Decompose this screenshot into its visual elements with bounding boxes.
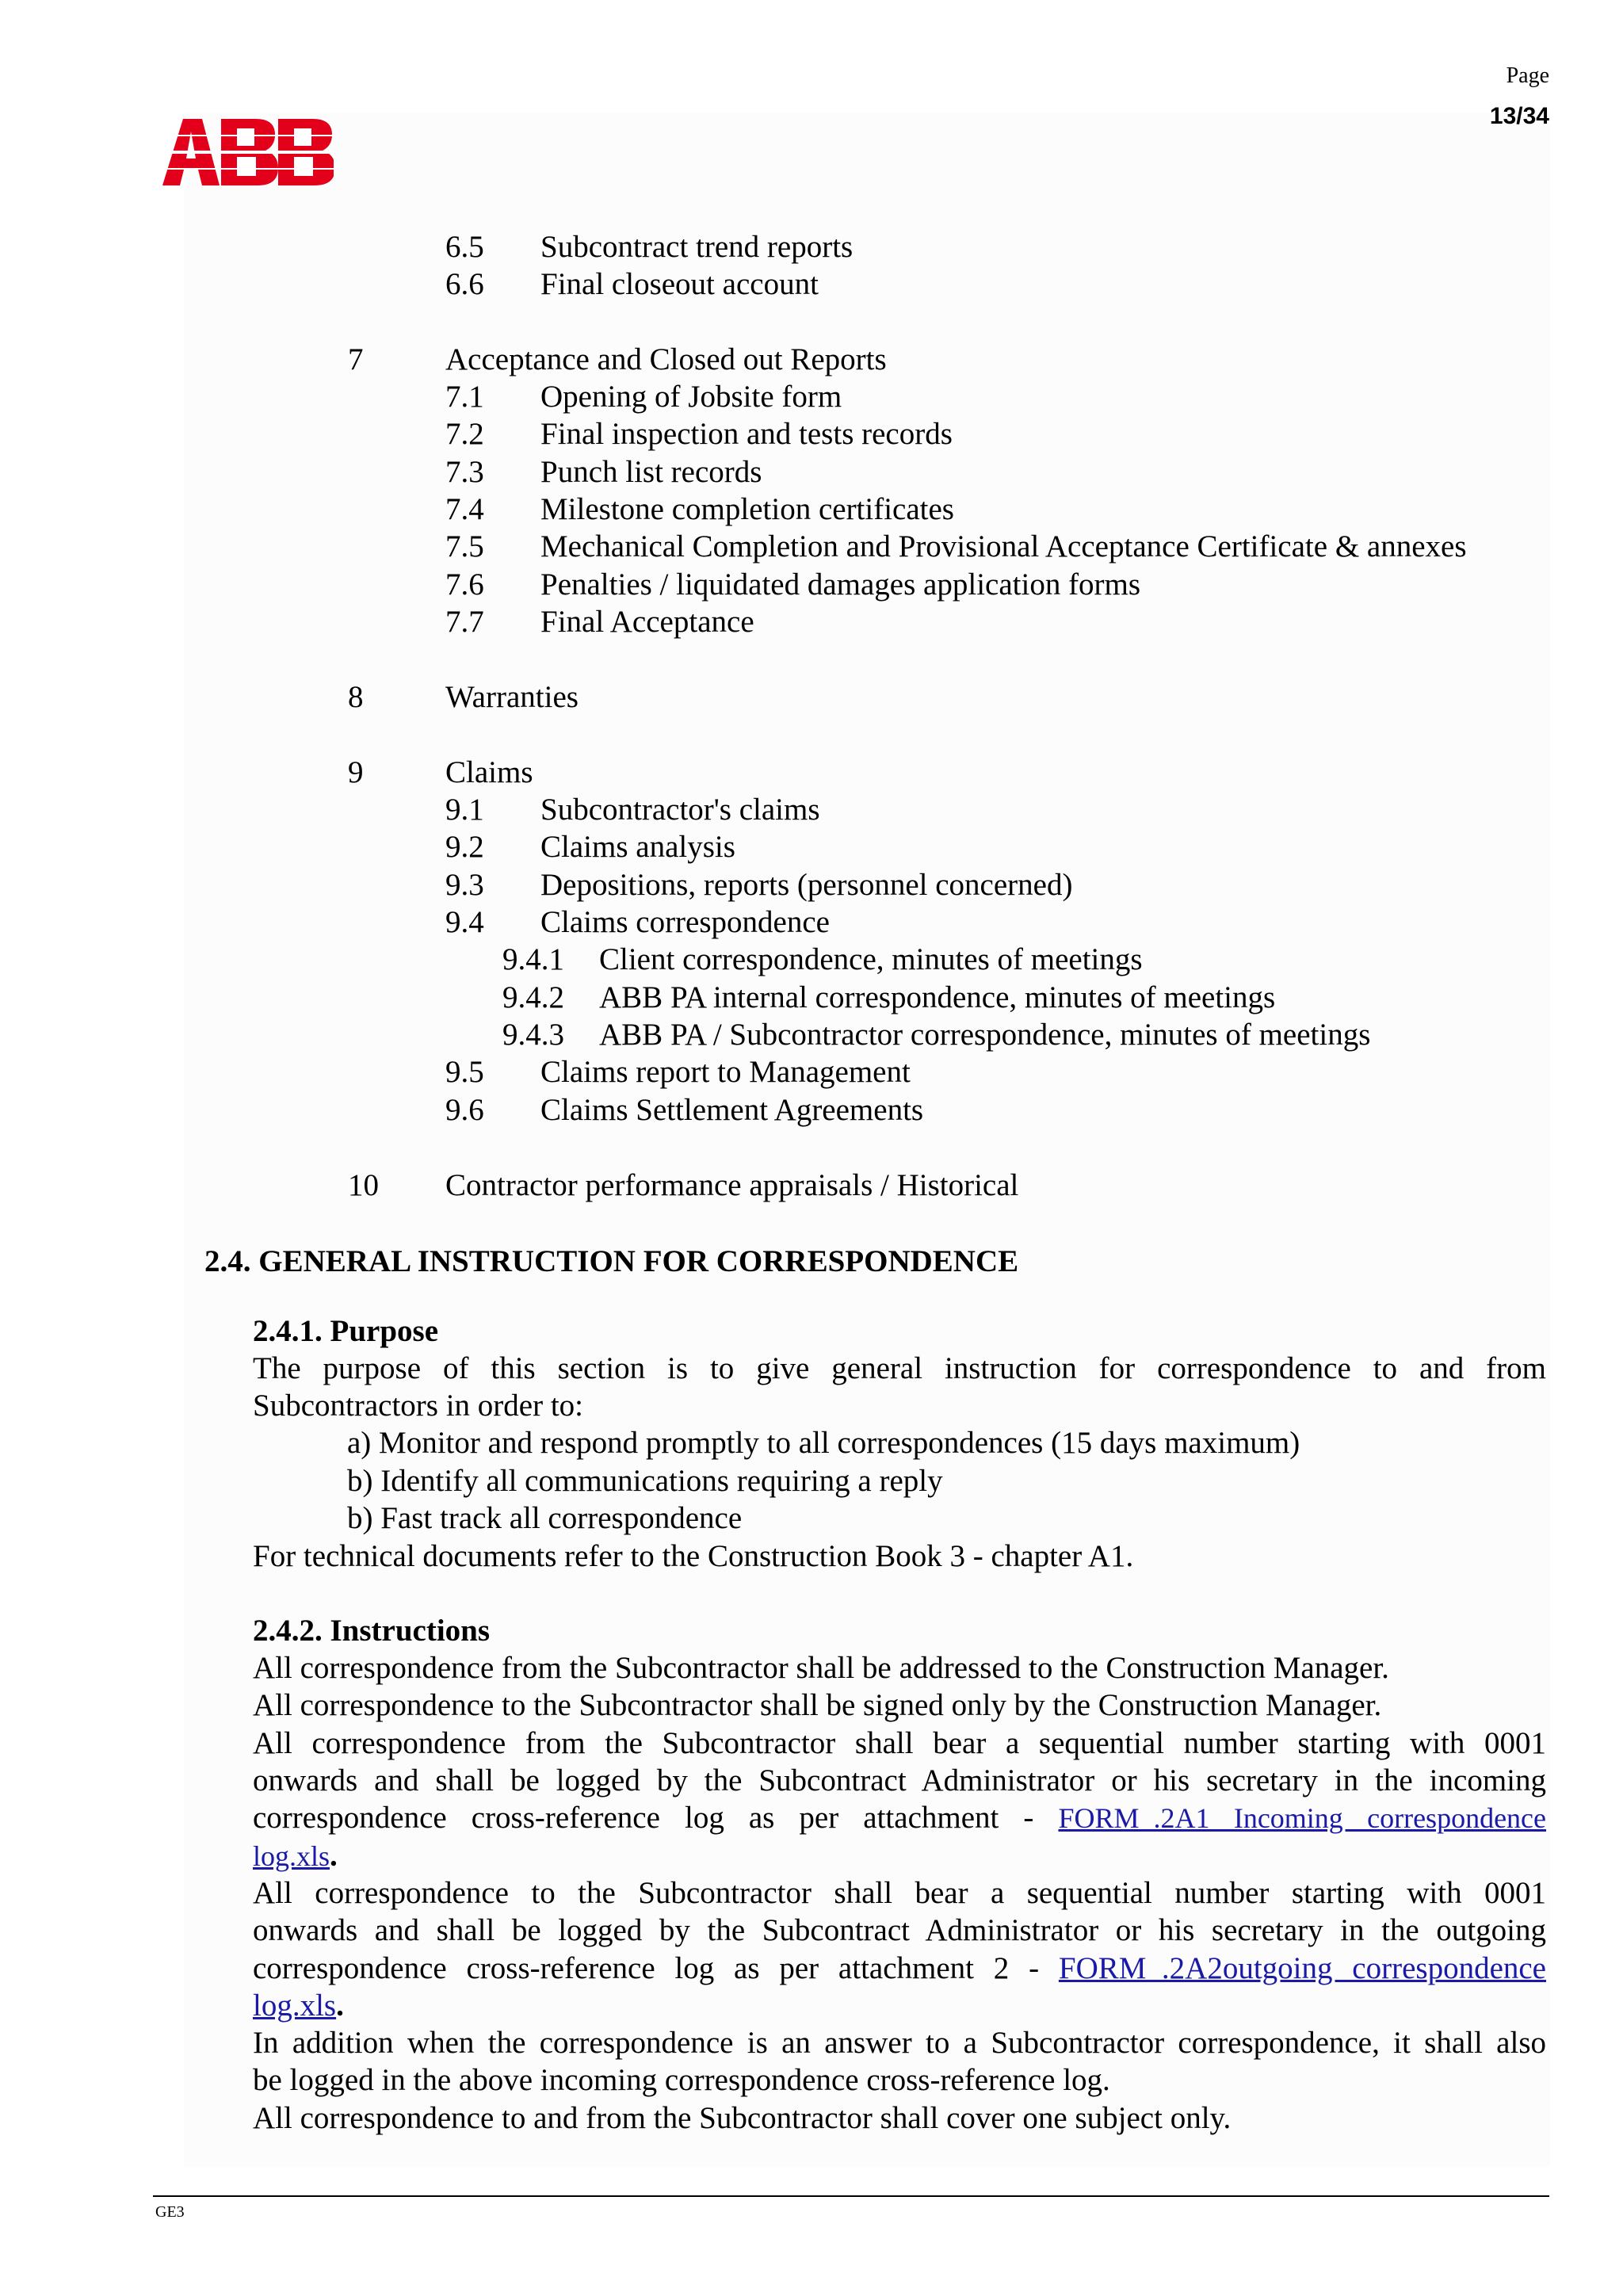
instructions-paragraph: log.xls.: [253, 1988, 344, 2023]
instructions-paragraph: All correspondence to the Subcontractor shall be signed only by the Construction Manager.: [253, 1688, 1382, 1722]
footer-code: GE3: [155, 2203, 185, 2221]
instructions-title: 2.4.2. Instructions: [253, 1614, 491, 1648]
instructions-paragraph: All correspondence from the Subcontractor shall be addressed to the Construction Manager.: [253, 1651, 1389, 1685]
incoming-log-link-cont[interactable]: log.xls: [253, 1840, 330, 1872]
outgoing-log-link[interactable]: FORM_.2A2outgoing correspondence: [1058, 1951, 1546, 1985]
page-label: Page: [1506, 63, 1549, 88]
purpose-item: a) Monitor and respond promptly to all correspondences (15 days maximum): [347, 1426, 1300, 1460]
instructions-paragraph: All correspondence from the Subcontractor shall bear a sequential number starting with 0001: [253, 1726, 1546, 1760]
purpose-item: b) Fast track all correspondence: [347, 1501, 743, 1535]
purpose-title: 2.4.1. Purpose: [253, 1314, 438, 1348]
instructions-paragraph: onwards and shall be logged by the Subcontract Administrator or his secretary in the incoming: [253, 1763, 1546, 1797]
purpose-note: For technical documents refer to the Construction Book 3 - chapter A1.: [253, 1539, 1134, 1573]
instructions-paragraph: correspondence cross-reference log as per attachment 2 - FORM_.2A2outgoing correspondence: [253, 1951, 1546, 1985]
page-number: 13/34: [1489, 103, 1549, 129]
instructions-paragraph: correspondence cross-reference log as per attachment - FORM_.2A1 Incoming correspondence: [253, 1801, 1546, 1835]
abb-logo: [162, 119, 334, 189]
instructions-paragraph: log.xls.: [253, 1839, 338, 1873]
instructions-paragraph: onwards and shall be logged by the Subcontract Administrator or his secretary in the outgoing: [253, 1913, 1546, 1947]
instructions-paragraph: All correspondence to and from the Subcontractor shall cover one subject only.: [253, 2101, 1232, 2135]
section-heading: 2.4. GENERAL INSTRUCTION FOR CORRESPONDENCE: [204, 1244, 1019, 1278]
abb-logo-icon: [162, 119, 334, 185]
instructions-paragraph: In addition when the correspondence is an answer to a Subcontractor correspondence, it shall also: [253, 2026, 1546, 2060]
purpose-intro-line-2: Subcontractors in order to:: [253, 1389, 583, 1423]
instructions-paragraph: All correspondence to the Subcontractor shall bear a sequential number starting with 0001: [253, 1876, 1546, 1910]
instructions-paragraph: be logged in the above incoming correspondence cross-reference log.: [253, 2063, 1110, 2097]
outgoing-log-link-cont[interactable]: log.xls: [253, 1988, 337, 2023]
footer-divider: [153, 2195, 1549, 2197]
purpose-intro-line-1: The purpose of this section is to give general instruction for correspondence to and from: [253, 1351, 1546, 1385]
purpose-item: b) Identify all communications requiring a reply: [347, 1464, 943, 1498]
incoming-log-link[interactable]: FORM_.2A1 Incoming correspondence: [1058, 1802, 1546, 1834]
